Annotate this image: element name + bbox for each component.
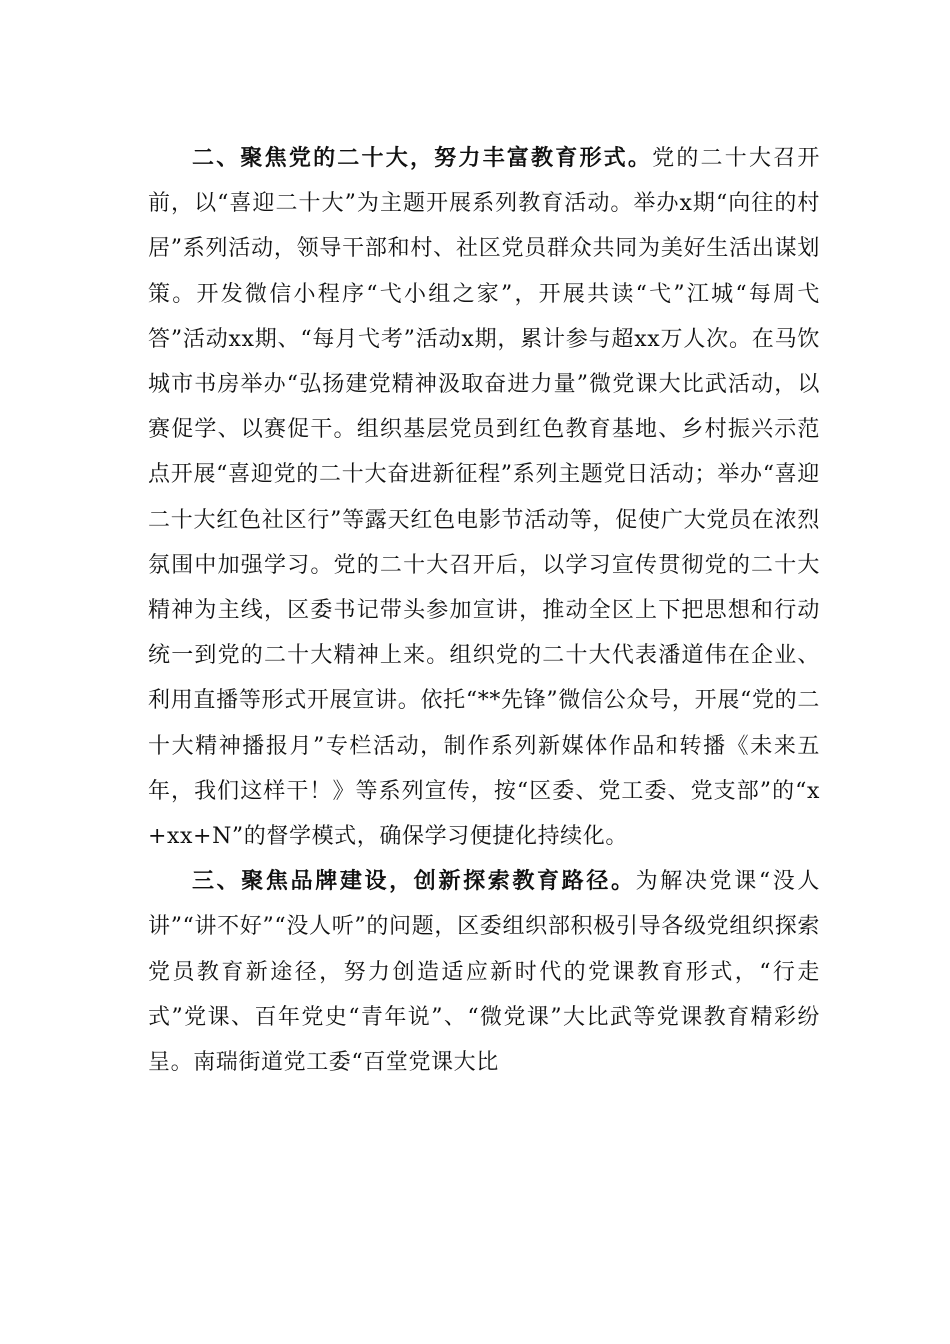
section-heading-education-paths: 三、聚焦品牌建设，创新探索教育路径。 [192, 868, 636, 895]
paragraph-education-forms [148, 136, 820, 859]
section-heading-education-forms: 二、聚焦党的二十大，努力丰富教育形式。 [192, 145, 653, 171]
paragraph-text-education-paths: 为解决党课“没人讲”“讲不好”“没人听”的问题，区委组织部积极引导各级党组织探索党员教育新途径，努力创造适应新时代的党课教育形式，“行走式”党课、百年党史“青年说”、“微党课”大比武等党课教育精彩纷呈。南瑞街道党工委“百堂党课大比 [148, 869, 820, 1076]
document-body [148, 136, 820, 1085]
paragraph-education-paths [148, 859, 820, 1085]
paragraph-text-education-forms: 党的二十大召开前，以“喜迎二十大”为主题开展系列教育活动。举办x期“向往的村居”系列活动，领导干部和村、社区党员群众共同为美好生活出谋划策。开发微信小程序“弋小组之家”，开展共读“弋”江城“每周弋答”活动xx期、“每月弋考”活动x期，累计参与超xx万人次。在马饮城市书房举办“弘扬建党精神汲取奋进力量”微党课大比武活动，以赛促学、以赛促干。组织基层党员到红色教育基地、乡村振兴示范点开展“喜迎党的二十大奋进新征程”系列主题党日活动；举办“喜迎二十大红色社区行”等露天红色电影节活动等，促使广大党员在浓烈氛围中加强学习。党的二十大召开后，以学习宣传贯彻党的二十大精神为主线，区委书记带头参加宣讲，推动全区上下把思想和行动统一到党的二十大精神上来。组织党的二十大代表潘道伟在企业、利用直播等形式开展宣讲。依托“**先锋”微信公众号，开展“党的二十大精神播报月”专栏活动，制作系列新媒体作品和转播《未来五年，我们这样干！》等系列宣传，按“区委、党工委、党支部”的“x+xx+N”的督学模式，确保学习便捷化持续化。 [148, 146, 821, 850]
